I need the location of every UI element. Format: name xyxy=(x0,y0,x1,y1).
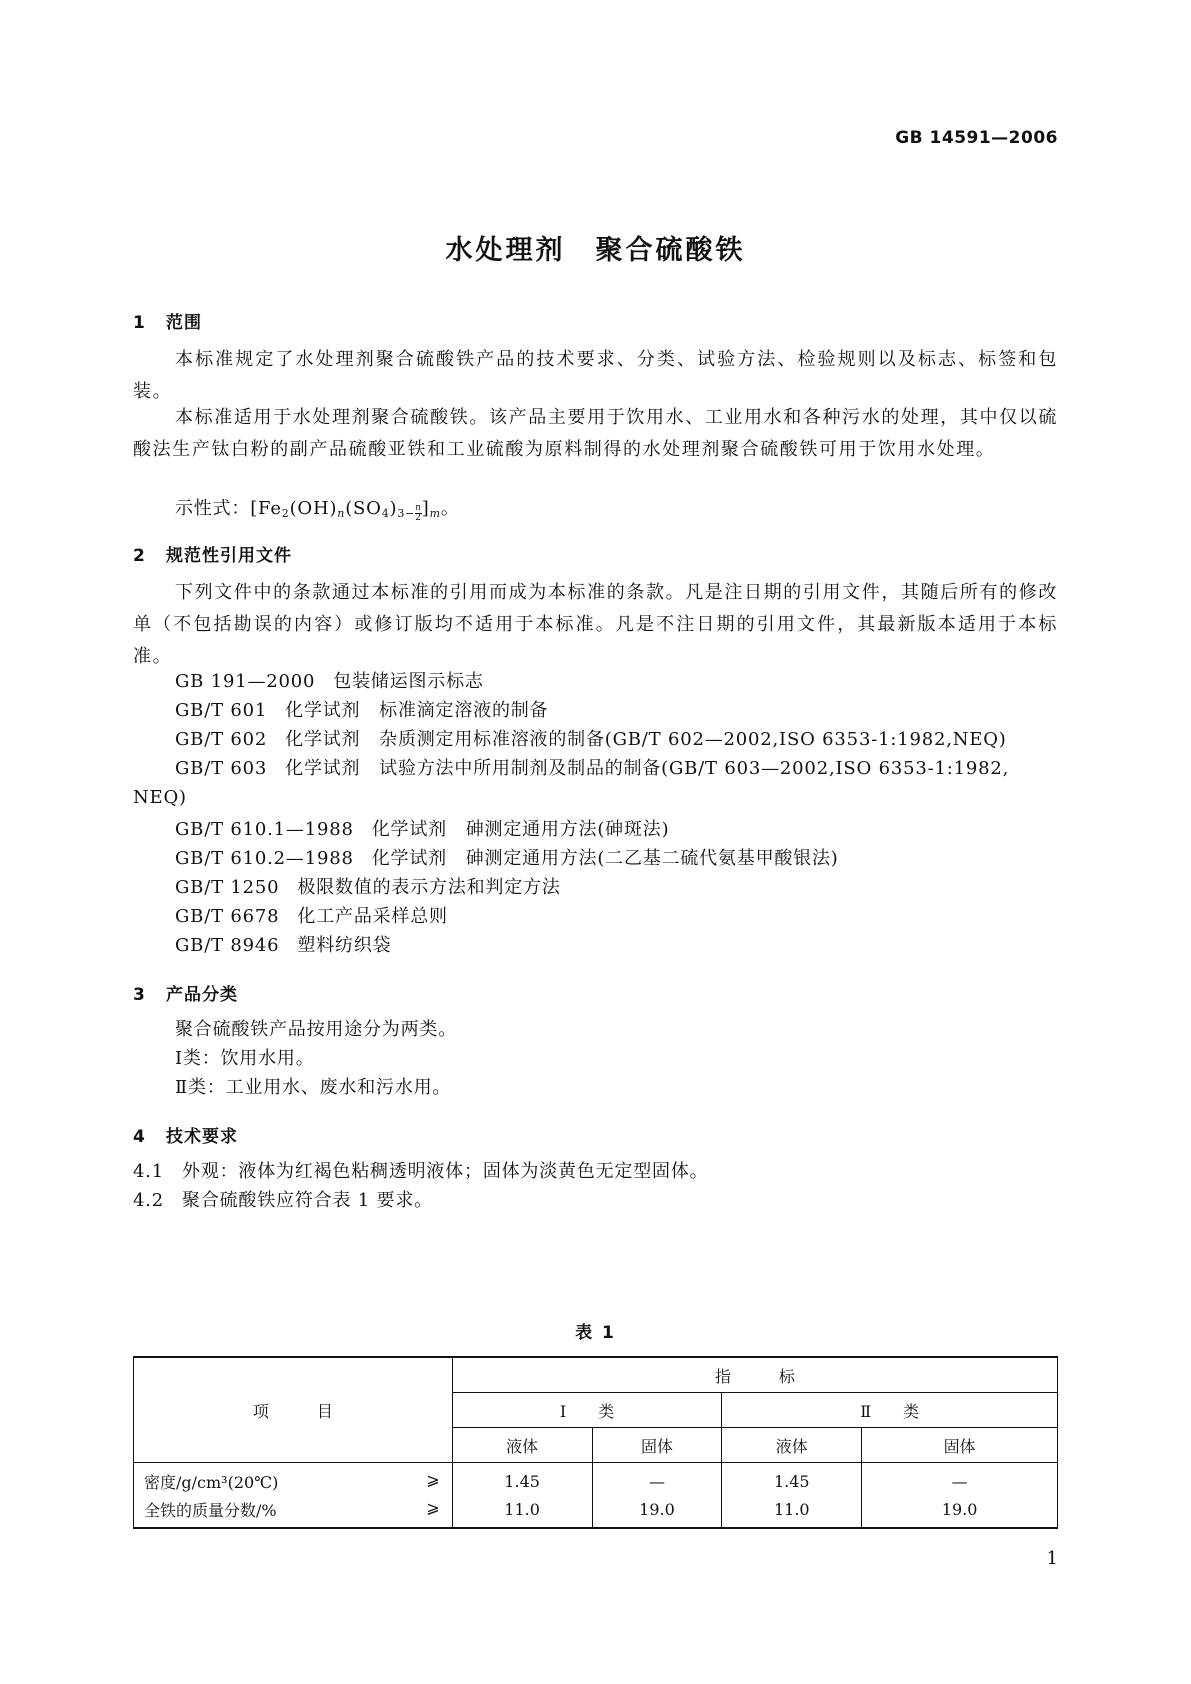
clause-4-2-text: 聚合硫酸铁应符合表 1 要求。 xyxy=(182,1190,433,1211)
item-label: 全铁的质量分数/% xyxy=(144,1500,277,1520)
table-header-solid: 固体 xyxy=(592,1428,722,1463)
table-header-class-1: Ⅰ 类 xyxy=(452,1393,722,1428)
table-cell: 11.0 xyxy=(452,1495,592,1528)
reference-code: GB/T 603 xyxy=(175,758,268,779)
section-3-title: 产品分类 xyxy=(166,985,238,1005)
formula-close-paren: ) xyxy=(389,498,398,519)
section-4-title: 技术要求 xyxy=(166,1127,238,1147)
table-header-class-2: Ⅱ 类 xyxy=(722,1393,1058,1428)
table-header-solid: 固体 xyxy=(862,1428,1058,1463)
formula-sub-m: m xyxy=(429,507,441,520)
formula-end: 。 xyxy=(440,498,460,519)
document-title: 水处理剂 聚合硫酸铁 xyxy=(445,235,746,266)
reference-item xyxy=(175,843,839,875)
formula-line xyxy=(175,493,460,530)
table-row xyxy=(134,1495,1058,1528)
formula-oh: (OH) xyxy=(289,498,338,519)
clause-4-1-number: 4.1 xyxy=(133,1161,165,1182)
comparison-operator: ⩾ xyxy=(426,1497,440,1517)
reference-item xyxy=(175,872,561,904)
table-cell-item xyxy=(134,1463,453,1496)
table-1 xyxy=(133,1356,1058,1529)
comparison-operator: ⩾ xyxy=(426,1469,440,1489)
scope-paragraph-1: 本标准规定了水处理剂聚合硫酸铁产品的技术要求、分类、试验方法、检验规则以及标志、标签和包装。 xyxy=(133,349,1058,402)
clause-4-2-number: 4.2 xyxy=(133,1190,165,1211)
table-header-liquid: 液体 xyxy=(452,1428,592,1463)
references-intro: 下列文件中的条款通过本标准的引用而成为本标准的条款。凡是注日期的引用文件，其随后所有的修改单（不包括勘误的内容）或修订版均不适用于本标准。凡是不注日期的引用文件，其最新版本适用于本标准。 xyxy=(133,582,1058,667)
reference-item xyxy=(175,724,1007,756)
formula-fraction xyxy=(415,504,422,523)
table-cell: 1.45 xyxy=(452,1463,592,1496)
reference-item xyxy=(175,814,669,846)
formula-frac-bottom: 2 xyxy=(415,513,422,523)
table-cell: 1.45 xyxy=(722,1463,862,1496)
classification-type-1: Ⅰ类：饮用水用。 xyxy=(175,1048,315,1069)
reference-item xyxy=(175,901,448,933)
classification-intro: 聚合硫酸铁产品按用途分为两类。 xyxy=(175,1019,457,1040)
table-header-liquid: 液体 xyxy=(722,1428,862,1463)
formula-sub-4: 4 xyxy=(381,507,390,520)
table-1-caption: 表 1 xyxy=(575,1323,616,1343)
table-cell: — xyxy=(862,1463,1058,1496)
section-4-number: 4 xyxy=(133,1127,146,1147)
item-label: 密度/g/cm³(20℃) xyxy=(144,1472,279,1492)
reference-item xyxy=(175,666,484,698)
reference-item xyxy=(175,695,548,727)
reference-title: 化学试剂 砷测定通用方法(砷斑法) xyxy=(371,819,670,840)
section-3-number: 3 xyxy=(133,985,146,1005)
section-2-number: 2 xyxy=(133,546,146,566)
clause-4-1 xyxy=(133,1156,708,1188)
formula-sub-n: n xyxy=(337,507,346,520)
formula-bracket: ] xyxy=(421,498,430,519)
clause-4-2 xyxy=(133,1185,433,1217)
page-number: 1 xyxy=(1046,1548,1058,1569)
reference-title: 包装储运图示标志 xyxy=(333,671,484,692)
reference-code: GB/T 610.1—1988 xyxy=(175,819,354,840)
table-cell: 19.0 xyxy=(862,1495,1058,1528)
reference-continuation: NEQ) xyxy=(133,787,187,808)
reference-title: 塑料纺织袋 xyxy=(297,935,392,956)
reference-code: GB/T 601 xyxy=(175,700,268,721)
reference-code: GB/T 602 xyxy=(175,729,268,750)
reference-code: GB/T 8946 xyxy=(175,935,280,956)
classification-type-2: Ⅱ类：工业用水、废水和污水用。 xyxy=(175,1077,452,1098)
table-header-item: 项 目 xyxy=(134,1357,453,1463)
section-1-heading xyxy=(133,308,202,333)
reference-item xyxy=(175,753,1009,785)
table-cell-item xyxy=(134,1495,453,1528)
reference-code: GB/T 610.2—1988 xyxy=(175,848,354,869)
section-2-title: 规范性引用文件 xyxy=(166,546,292,566)
table-header-index: 指 标 xyxy=(452,1357,1057,1393)
section-3-heading xyxy=(133,980,238,1005)
formula-sub-3minus: 3− xyxy=(397,507,416,520)
clause-4-1-text: 外观：液体为红褐色粘稠透明液体；固体为淡黄色无定型固体。 xyxy=(182,1161,709,1182)
section-4-heading xyxy=(133,1122,238,1147)
formula-sub-2: 2 xyxy=(281,507,290,520)
reference-title: 化学试剂 试验方法中所用制剂及制品的制备(GB/T 603—2002,ISO 6353-1:1982, xyxy=(285,758,1010,779)
section-2-heading xyxy=(133,541,292,566)
reference-title: 化学试剂 标准滴定溶液的制备 xyxy=(285,700,549,721)
formula-prefix: 示性式：[Fe xyxy=(175,498,282,519)
reference-title: 极限数值的表示方法和判定方法 xyxy=(297,877,561,898)
reference-item xyxy=(175,930,391,962)
reference-code: GB/T 6678 xyxy=(175,906,280,927)
formula-so4: (SO xyxy=(345,498,382,519)
reference-title: 化工产品采样总则 xyxy=(297,906,448,927)
table-cell: — xyxy=(592,1463,722,1496)
scope-paragraph-2: 本标准适用于水处理剂聚合硫酸铁。该产品主要用于饮用水、工业用水和各种污水的处理，其中仅以硫酸法生产钛白粉的副产品硫酸亚铁和工业硫酸为原料制得的水处理剂聚合硫酸铁可用于饮用水处理。 xyxy=(133,407,1058,460)
reference-title: 化学试剂 砷测定通用方法(二乙基二硫代氨基甲酸银法) xyxy=(371,848,839,869)
section-1-title: 范围 xyxy=(166,313,202,333)
table-row xyxy=(134,1463,1058,1496)
formula-frac-top: n xyxy=(415,503,422,513)
section-1-number: 1 xyxy=(133,313,146,333)
table-cell: 19.0 xyxy=(592,1495,722,1528)
reference-code: GB 191—2000 xyxy=(175,671,316,692)
reference-code: GB/T 1250 xyxy=(175,877,280,898)
table-cell: 11.0 xyxy=(722,1495,862,1528)
reference-title: 化学试剂 杂质测定用标准溶液的制备(GB/T 602—2002,ISO 6353-1:1982,NEQ) xyxy=(285,729,1007,750)
standard-code-header: GB 14591—2006 xyxy=(895,128,1058,148)
